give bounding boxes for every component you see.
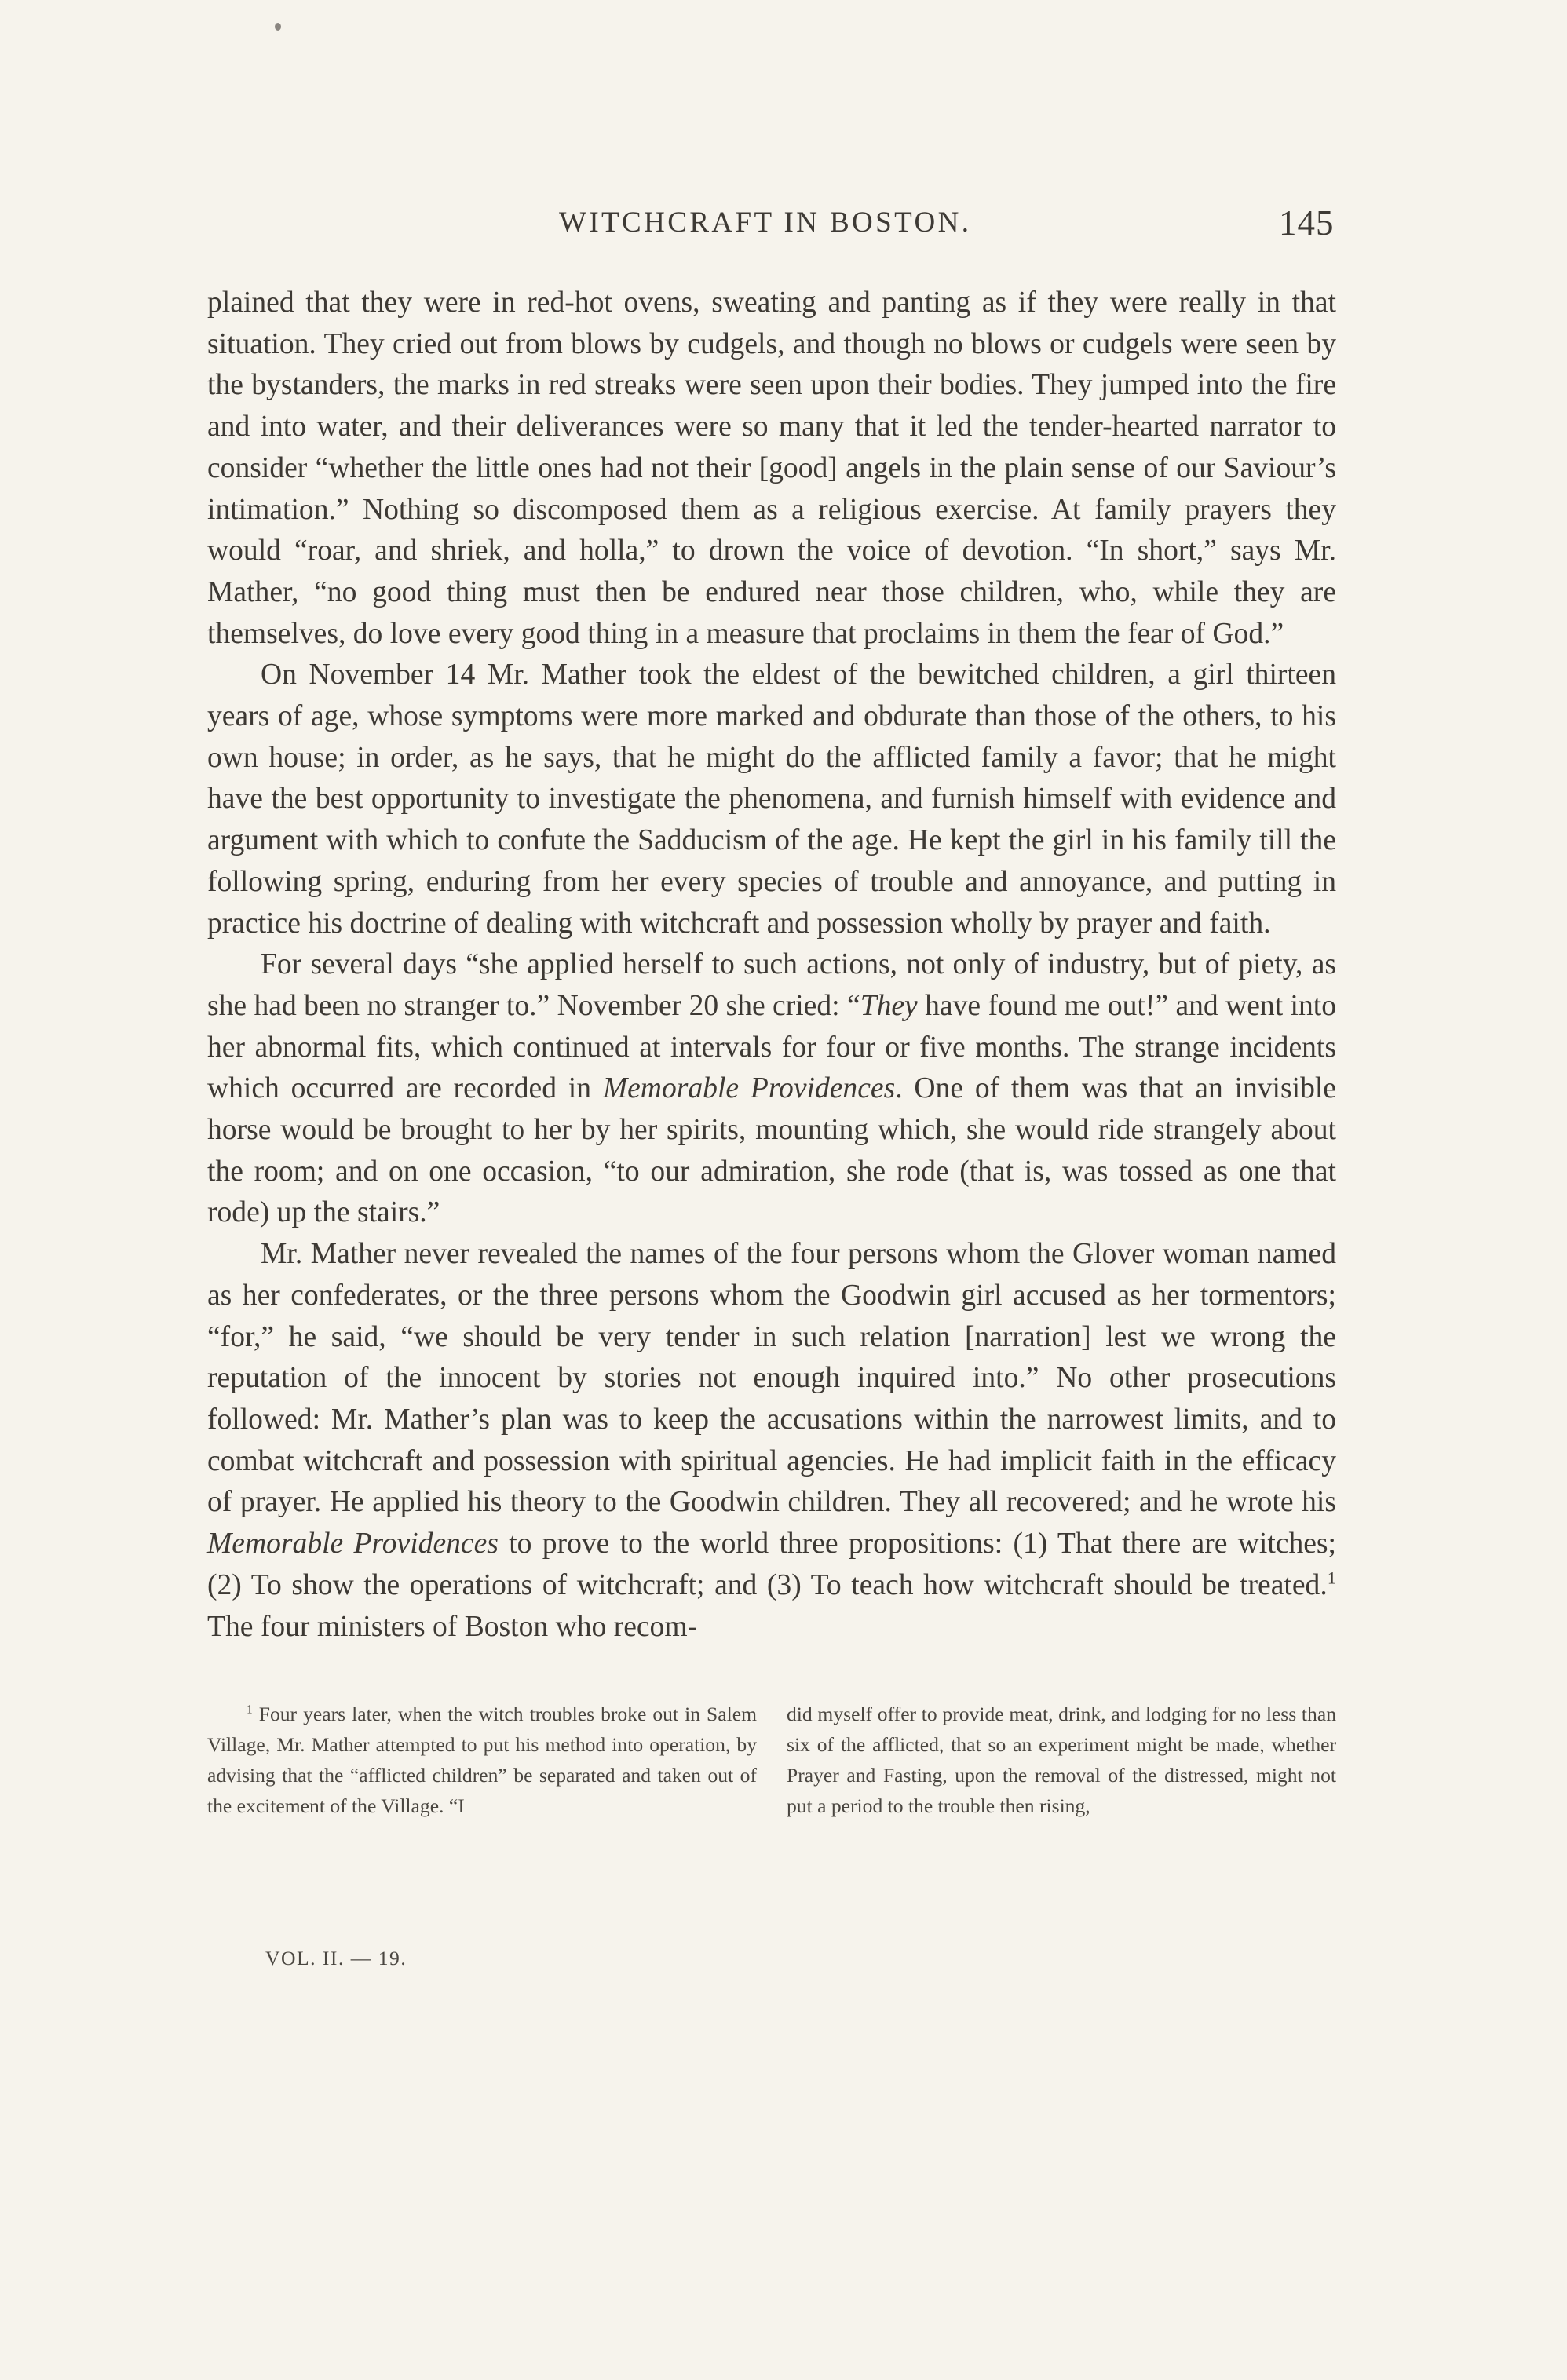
book-title-italic: Memorable Providences — [207, 1528, 499, 1561]
paragraph-3-text-a: For several days “she applied herself to such actions, not only of industry, but of piety, as she had been no stranger to.” November 20 she cried: “ — [207, 948, 1336, 1022]
paragraph-3-text-c: . One of them was that an invisible horse would be brought to her by her spirits, mounting which, she would ride strangely about the room; and on one occasion, “to our admiration, she rode (that is, was tossed as one that rode) up the stairs.” — [207, 1072, 1336, 1229]
book-title-italic: Memorable Providences — [602, 1072, 896, 1105]
footnote-reference[interactable]: 1 — [1327, 1568, 1336, 1588]
paragraph-4 — [207, 1234, 1336, 1648]
footnote-text-2: did myself offer to provide meat, drink, and lodging for no less than six of the afflicted, that so an experiment might be made, whether Prayer and Fasting, upon the removal of the distressed, might not put a period to the trouble then rising, — [787, 1703, 1336, 1817]
running-head: WITCHCRAFT IN BOSTON. — [559, 206, 972, 239]
paragraph-2: On November 14 Mr. Mather took the eldest of the bewitched children, a girl thirteen years of age, whose symptoms were more marked and obdurate than those of the others, to his own house; in order, as he says, that he might do the afflicted family a favor; that he might have the best opportunity to investigate the phenomena, and furnish himself with evidence and argument with which to confute the Sadducism of the age. He kept the girl in his family till the following spring, enduring from her every species of trouble and annoyance, and putting in practice his doctrine of dealing with witchcraft and possession wholly by prayer and faith. — [207, 659, 1336, 940]
paragraph-4-text-a: Mr. Mather never revealed the names of the four persons whom the Glover woman named as her confederates, or the three persons whom the Goodwin girl accused as her tormentors; “for,” he said, “we should be very tender in such relation [narration] lest we wrong the reputation of the innocent by stories not enough inquired into.” No other prosecutions followed: Mr. Mather’s plan was to keep the accusations within the narrowest limits, and to combat witchcraft and possession with spiritual agencies. He had implicit faith in the efficacy of prayer. He applied his theory to the Goodwin children. They all recovered; and he wrote his — [207, 1238, 1336, 1519]
paragraph-3-emphasis: They — [860, 989, 918, 1022]
footnote-marker: 1 — [247, 1703, 253, 1717]
paragraph-4-text-b: to prove to the world three propositions: (1) That there are witches; (2) To show the operations of witchcraft; and (3) To teach how witchcraft should be treated. — [207, 1528, 1336, 1601]
body-text — [207, 283, 1336, 1648]
paragraph-3-text-b: have found me out!” and went into her abnormal fits, which continued at intervals for four or five months. The strange incidents which occurred are recorded in — [207, 989, 1337, 1105]
footnote-text-1: Four years later, when the witch troubles broke out in Salem Village, Mr. Mather attempted to put his method into operation, by advising that the “afflicted children” be separated and taken out of the excitement of the Village. “I — [207, 1703, 757, 1817]
footnotes — [207, 1699, 1336, 1821]
paragraph-4-text-c: The four ministers of Boston who recom- — [207, 1610, 698, 1643]
paragraph-3 — [207, 944, 1336, 1234]
paragraph-1: plained that they were in red-hot ovens, sweating and panting as if they were really in that situation. They cried out from blows by cudgels, and though no blows or cudgels were seen by the bystanders, the marks in red streaks were seen upon their bodies. They jumped into the fire and into water, and their deliverances were so many that it led the tender-hearted narrator to consider “whether the little ones had not their [good] angels in the plain sense of our Saviour’s intimation.” Nothing so discomposed them as a religious exercise. At family prayers they would “roar, and shriek, and holla,” to drown the voice of devotion. “In short,” says Mr. Mather, “no good thing must then be endured near those children, who, while they are themselves, do love every good thing in a measure that proclaims in them the fear of God.” — [207, 287, 1336, 650]
footnote-column-1 — [207, 1699, 757, 1821]
ink-speck — [275, 23, 281, 31]
footnote-column-2 — [787, 1699, 1336, 1821]
page-number: 145 — [1279, 203, 1335, 243]
signature-mark: VOL. II. — 19. — [265, 1947, 407, 1969]
